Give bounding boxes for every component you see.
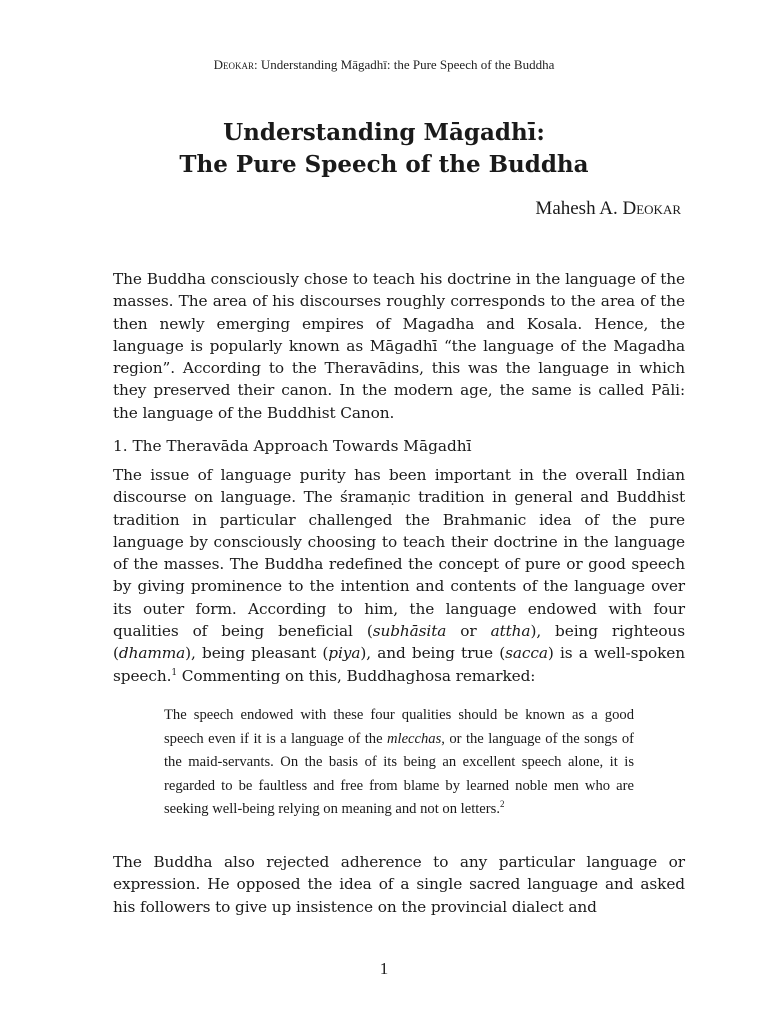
paragraph-theravada: [113, 464, 685, 687]
paragraph-language-rejection: The Buddha also rejected adherence to any particular language or expression. He opposed the idea of a single sacred language and asked his followers to give up insistence on the provincial dialect and: [113, 853, 685, 916]
text-run: ), and being true (: [360, 644, 506, 663]
footnote-marker-1[interactable]: 1: [171, 667, 177, 678]
text-run: Commenting on this, Buddhaghosa remarked:: [176, 666, 536, 685]
author-given-name: Mahesh A.: [535, 198, 623, 219]
author-surname: Deokar: [622, 198, 681, 219]
running-head-author: Deokar: [213, 57, 254, 72]
page-number: 1: [379, 959, 389, 978]
term-attha: attha: [490, 622, 531, 641]
running-head: [0, 57, 768, 73]
section-heading: 1. The Theravāda Approach Towards Māgadhī: [113, 437, 472, 455]
text-run: ) is a well-spoken speech.: [113, 644, 686, 685]
paragraph-intro: The Buddha consciously chose to teach his doctrine in the language of the masses. The area of his discourses roughly corresponds to the area of the then newly emerging empires of Magadha and Kosala. Hence, the language is popularly known as Māgadhī “the language of the Magadha region”. According to the Theravādins, this was the language in which they preserved their canon. In the modern age, the same is called Pāli: the language of the Buddhist Canon.: [113, 270, 685, 422]
author-name: [535, 198, 681, 220]
term-mlecchas: mlecchas: [386, 730, 442, 747]
quote-text: The speech endowed with these four qualities should be known as a good speech even if it is a language of the: [164, 707, 634, 747]
text-run: ), being pleasant (: [185, 644, 329, 663]
term-dhamma: dhamma: [118, 644, 186, 663]
quote-text: , or the language of the songs of the maid-servants. On the basis of its being an excellent speech alone, it is regarded to be faultless and free from blame by learned noble men who are seeking well-being relying on meaning and not on letters.: [164, 730, 634, 817]
text-run: The issue of language purity has been important in the overall Indian discourse on language. The śramaṇic tradition in general and Buddhist tradition in particular challenged the Brahmanic idea of the pure language by consciously choosing to teach their doctrine in the language of the masses. The Buddha redefined the concept of pure or good speech by giving prominence to the intention and contents of the language over its outer form. According to him, the language endowed with four qualities of being beneficial (: [113, 466, 685, 641]
text-run: or: [446, 622, 491, 641]
term-sacca: sacca: [505, 644, 548, 663]
term-piya: piya: [328, 644, 361, 663]
text-run: ), being righteous (: [113, 622, 685, 663]
term-subhasita: subhāsita: [372, 622, 447, 641]
article-title: [0, 117, 768, 181]
title-line-2: The Pure Speech of the Buddha: [179, 151, 589, 178]
title-line-1: Understanding Māgadhī:: [223, 119, 545, 146]
running-head-title: : Understanding Māgadhī: the Pure Speech of the Buddha: [254, 57, 555, 72]
block-quote: [164, 704, 634, 822]
footnote-marker-2[interactable]: 2: [499, 799, 505, 810]
